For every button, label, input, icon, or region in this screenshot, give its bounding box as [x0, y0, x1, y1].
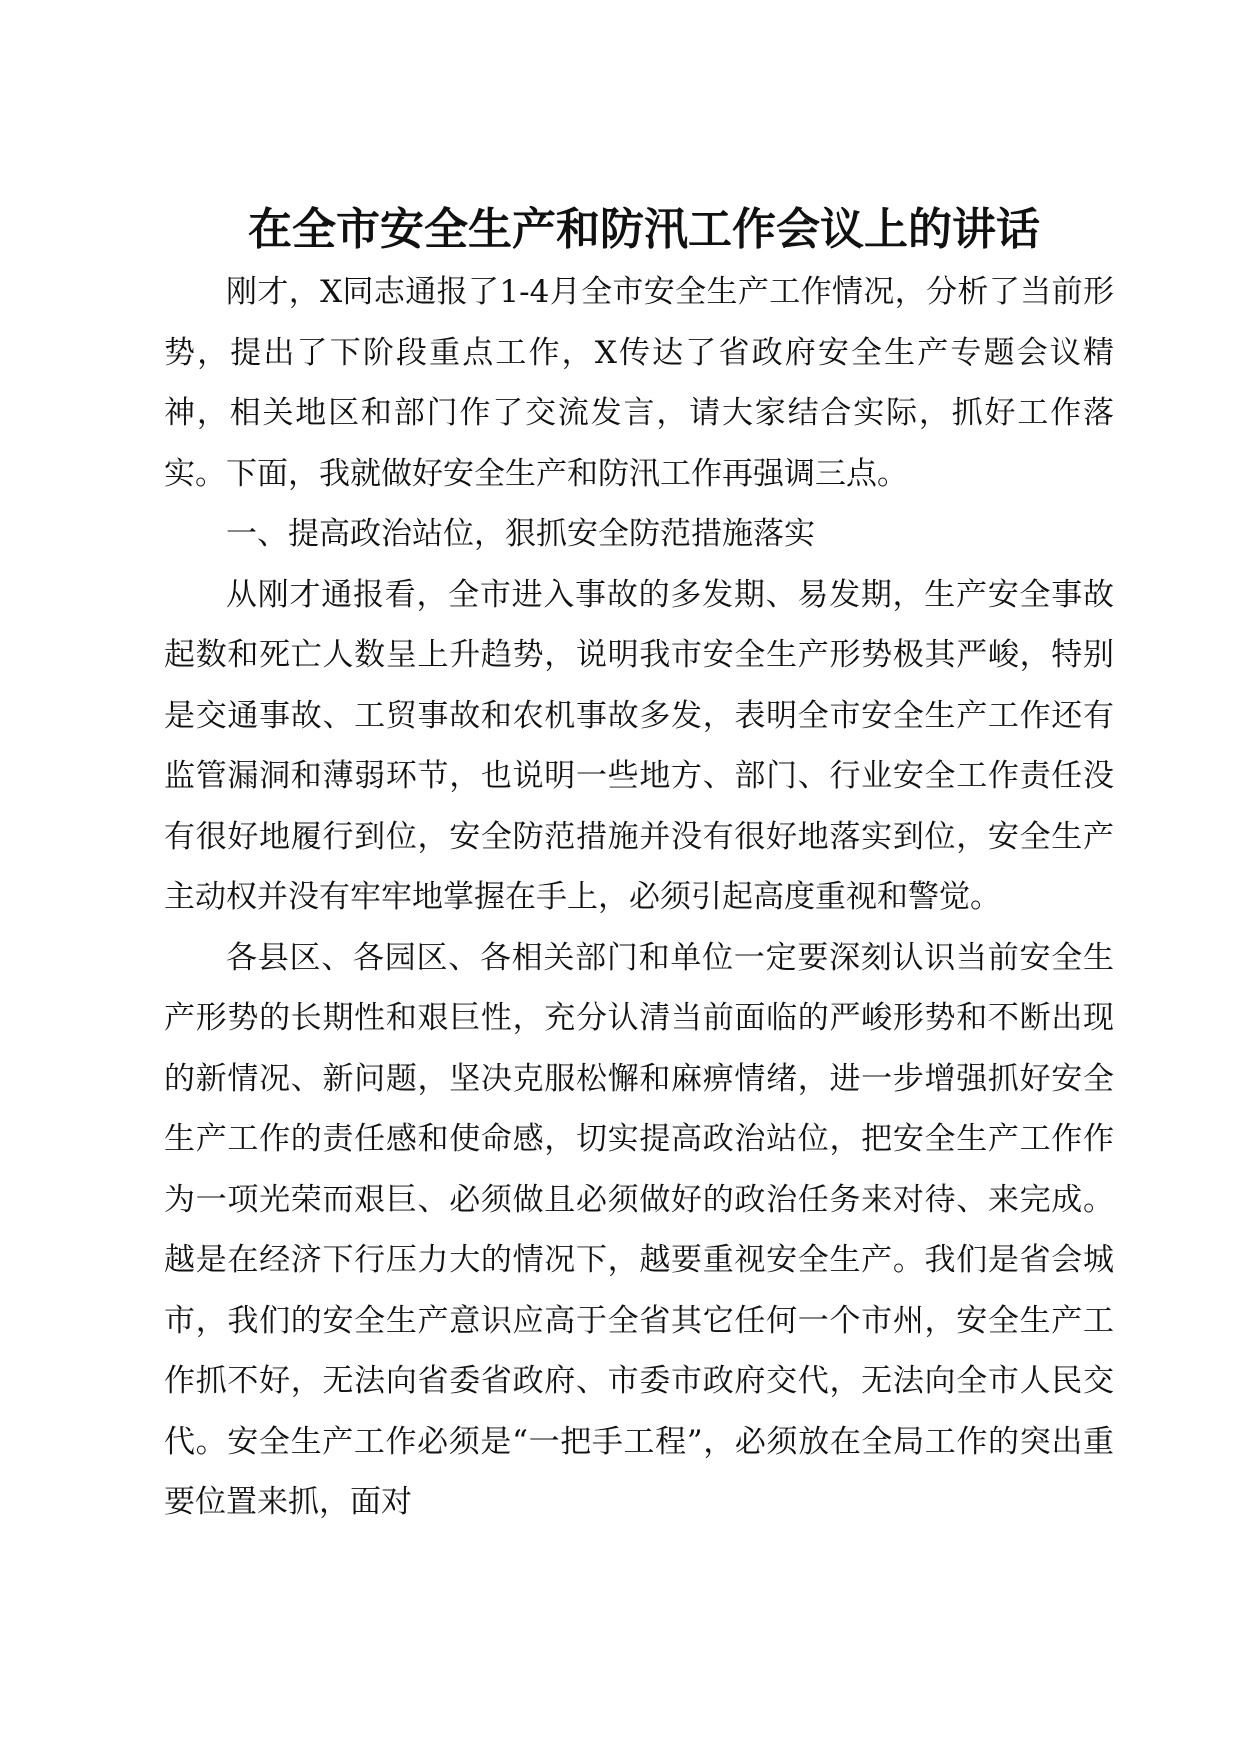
document-title: 在全市安全生产和防汛工作会议上的讲话	[248, 204, 1040, 255]
paragraph-intro: 刚才，X同志通报了1-4月全市安全生产工作情况，分析了当前形势，提出了下阶段重点工作，X传达了省政府安全生产专题会议精神，相关地区和部门作了交流发言，请大家结合实际，抓好工作落实。下面，我就做好安全生产和防汛工作再强调三点。	[164, 274, 1114, 492]
paragraph-requirements: 各县区、各园区、各相关部门和单位一定要深刻认识当前安全生产形势的长期性和艰巨性，充分认清当前面临的严峻形势和不断出现的新情况、新问题，坚决克服松懈和麻痹情绪，进一步增强抓好安全生产工作的责任感和使命感，切实提高政治站位，把安全生产工作作为一项光荣而艰巨、必须做且必须做好的政治任务来对待、来完成。越是在经济下行压力大的情况下，越要重视安全生产。我们是省会城市，我们的安全生产意识应高于全省其它任何一个市州，安全生产工作抓不好，无法向省委省政府、市委市政府交代，无法向全市人民交代。安全生产工作必须是“一把手工程”，必须放在全局工作的突出重要位置来抓，面对	[164, 939, 1114, 1520]
section-heading-1: 一、提高政治站位，狠抓安全防范措施落实	[226, 516, 815, 552]
paragraph-situation: 从刚才通报看，全市进入事故的多发期、易发期，生产安全事故起数和死亡人数呈上升趋势，说明我市安全生产形势极其严峻，特别是交通事故、工贸事故和农机事故多发，表明全市安全生产工作还有监管漏洞和薄弱环节，也说明一些地方、部门、行业安全工作责任没有很好地履行到位，安全防范措施并没有很好地落实到位，安全生产主动权并没有牢牢地掌握在手上，必须引起高度重视和警觉。	[164, 576, 1114, 915]
document-body	[164, 198, 1114, 1533]
